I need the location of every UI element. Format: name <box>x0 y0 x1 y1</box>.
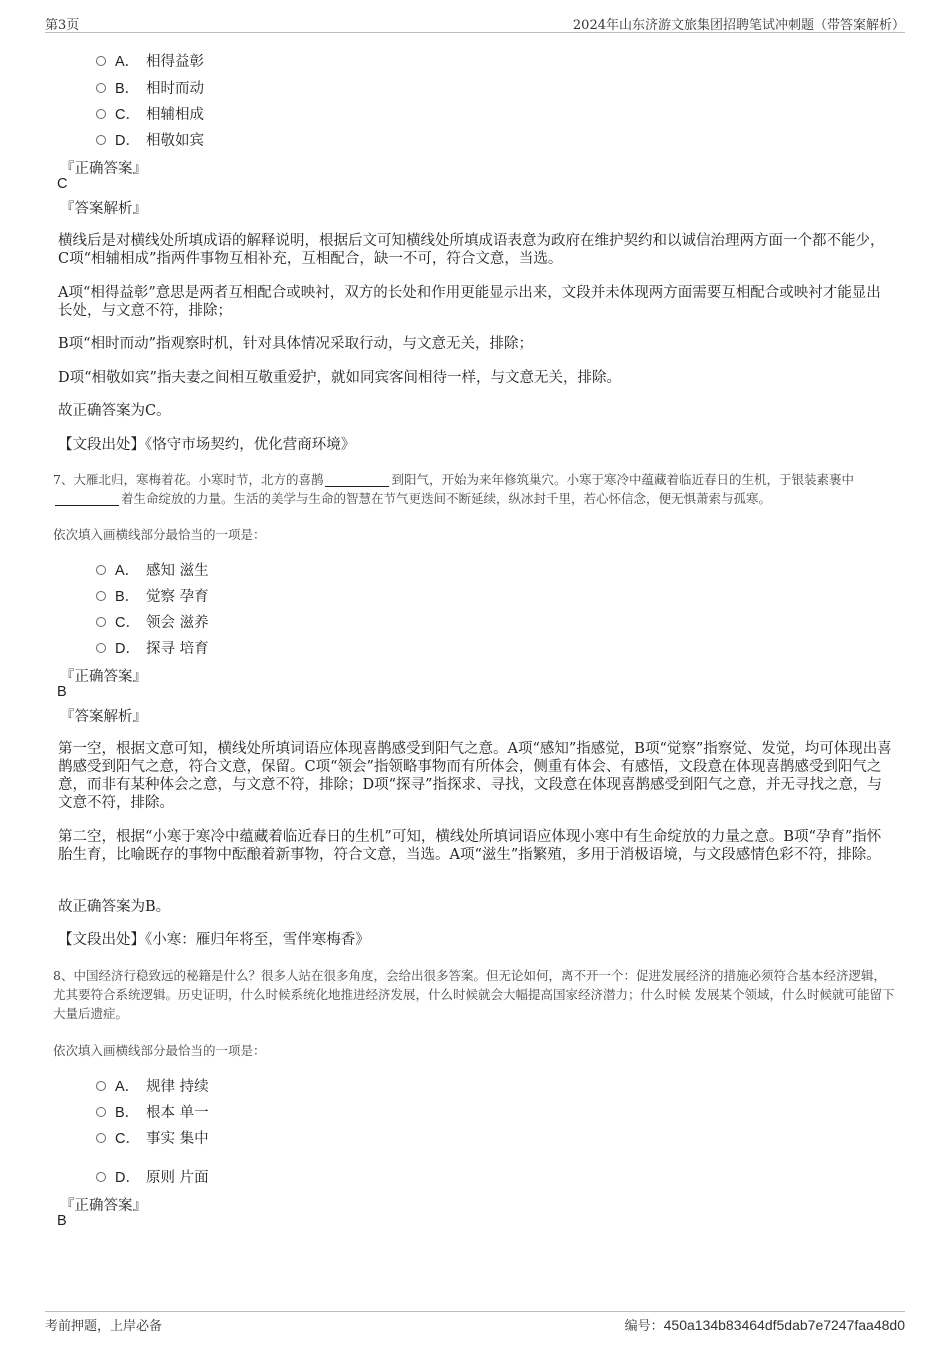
q6-analysis-label: 『答案解析』 <box>60 201 147 217</box>
q7-analysis-conclusion: 故正确答案为B。 <box>58 899 171 915</box>
radio-button-icon[interactable] <box>96 109 106 119</box>
fill-blank <box>325 473 389 487</box>
q7-analysis-label: 『答案解析』 <box>60 709 147 725</box>
q7-answer: B <box>57 684 67 700</box>
q6-answer-label: 『正确答案』 <box>60 161 147 177</box>
radio-button-icon[interactable] <box>96 565 106 575</box>
radio-button-icon[interactable] <box>96 56 106 66</box>
radio-button-icon[interactable] <box>96 1133 106 1143</box>
q6-analysis-conclusion: 故正确答案为C。 <box>58 403 171 419</box>
q7-analysis-paragraph: 第一空，根据文意可知，横线处所填词语应体现喜鹊感受到阳气之意。A项“感知”指感觉，B项“觉察”指察觉、发觉，均可体现出喜鹊感受到阳气之意，符合文意，保留。C项“领会”指领略事物而有所体会，侧重有体会、有感悟，文段意在体现喜鹊感受到阳气之意，而非有某种体会之意，与文意不符，排除；D项“探寻”指探求、寻找，文段意在体现喜鹊感受到阳气之意，并无寻找之意，与文意不符，排除。 <box>58 741 892 811</box>
q6-source: 【文段出处】《恪守市场契约，优化营商环境》 <box>58 437 356 453</box>
document-id: 编号：450a134b83464df5dab7e7247faa48d0 <box>624 1317 905 1334</box>
radio-button-icon[interactable] <box>96 1172 106 1182</box>
radio-button-icon[interactable] <box>96 1081 106 1091</box>
radio-button-icon[interactable] <box>96 643 106 653</box>
q6-answer: C <box>57 176 68 192</box>
q8-answer: B <box>57 1213 67 1229</box>
page-number: 第3页 <box>45 18 80 33</box>
q7-answer-label: 『正确答案』 <box>60 669 147 685</box>
fill-blank <box>55 492 119 506</box>
q8-stem: 8、中国经济行稳致远的秘籍是什么？很多人站在很多角度，会给出很多答案。但无论如何，离不开一个：促进发展经济的措施必须符合基本经济逻辑，尤其要符合系统逻辑。历史证明，什么时候系统化地推进经济发展，什么时候就会大幅提高国家经济潜力；什么时候 发展某个领域，什么时候就可能留下大量后遗症。 <box>53 968 895 1021</box>
q6-analysis-paragraph: B项“相时而动”指观察时机，针对具体情况采取行动，与文意无关，排除； <box>58 336 533 352</box>
q7-source: 【文段出处】《小寒：雁归年将至，雪伴寒梅香》 <box>58 932 370 948</box>
footer-slogan: 考前押题，上岸必备 <box>45 1319 163 1334</box>
page-header <box>45 14 905 33</box>
q6-analysis-paragraph: D项“相敬如宾”指夫妻之间相互敬重爱护，就如同宾客间相待一样，与文意无关，排除。 <box>58 370 621 386</box>
page-footer <box>45 1311 905 1332</box>
radio-button-icon[interactable] <box>96 83 106 93</box>
q7-stem: 7、大雁北归，寒梅着花。小寒时节，北方的喜鹊 到阳气，开始为来年修筑巢穴。小寒于寒冷中蕴藏着临近春日的生机，于银装素裹中着生命绽放的力量。生活的美学与生命的智慧在节气更迭间不断延续，纵冰封千里，若心怀信念，便无惧萧索与孤寒。 <box>53 472 854 506</box>
q7-prompt: 依次填入画横线部分最恰当的一项是： <box>53 527 266 542</box>
radio-button-icon[interactable] <box>96 617 106 627</box>
document-title: 2024年山东济游文旅集团招聘笔试冲刺题（带答案解析） <box>572 18 905 33</box>
q8-answer-label: 『正确答案』 <box>60 1198 147 1214</box>
q6-analysis-paragraph: 横线后是对横线处所填成语的解释说明，根据后文可知横线处所填成语表意为政府在维护契约和以诚信治理两方面一个都不能少，C项“相辅相成”指两件事物互相补充，互相配合，缺一不可，符合文意，当选。 <box>58 233 885 267</box>
q8-prompt: 依次填入画横线部分最恰当的一项是： <box>53 1043 266 1058</box>
radio-button-icon[interactable] <box>96 135 106 145</box>
q7-analysis-paragraph: 第二空，根据“小寒于寒冷中蕴藏着临近春日的生机”可知，横线处所填词语应体现小寒中有生命绽放的力量之意。B项“孕育”指怀胎生育，比喻既存的事物中酝酿着新事物，符合文意，当选。A项“滋生”指繁殖，多用于消极语境，与文段感情色彩不符，排除。 <box>58 829 882 863</box>
radio-button-icon[interactable] <box>96 591 106 601</box>
q6-analysis-paragraph: A项“相得益彰”意思是两者互相配合或映衬，双方的长处和作用更能显示出来，文段并未体现两方面需要互相配合或映衬才能显出长处，与文意不符，排除； <box>58 285 881 319</box>
radio-button-icon[interactable] <box>96 1107 106 1117</box>
